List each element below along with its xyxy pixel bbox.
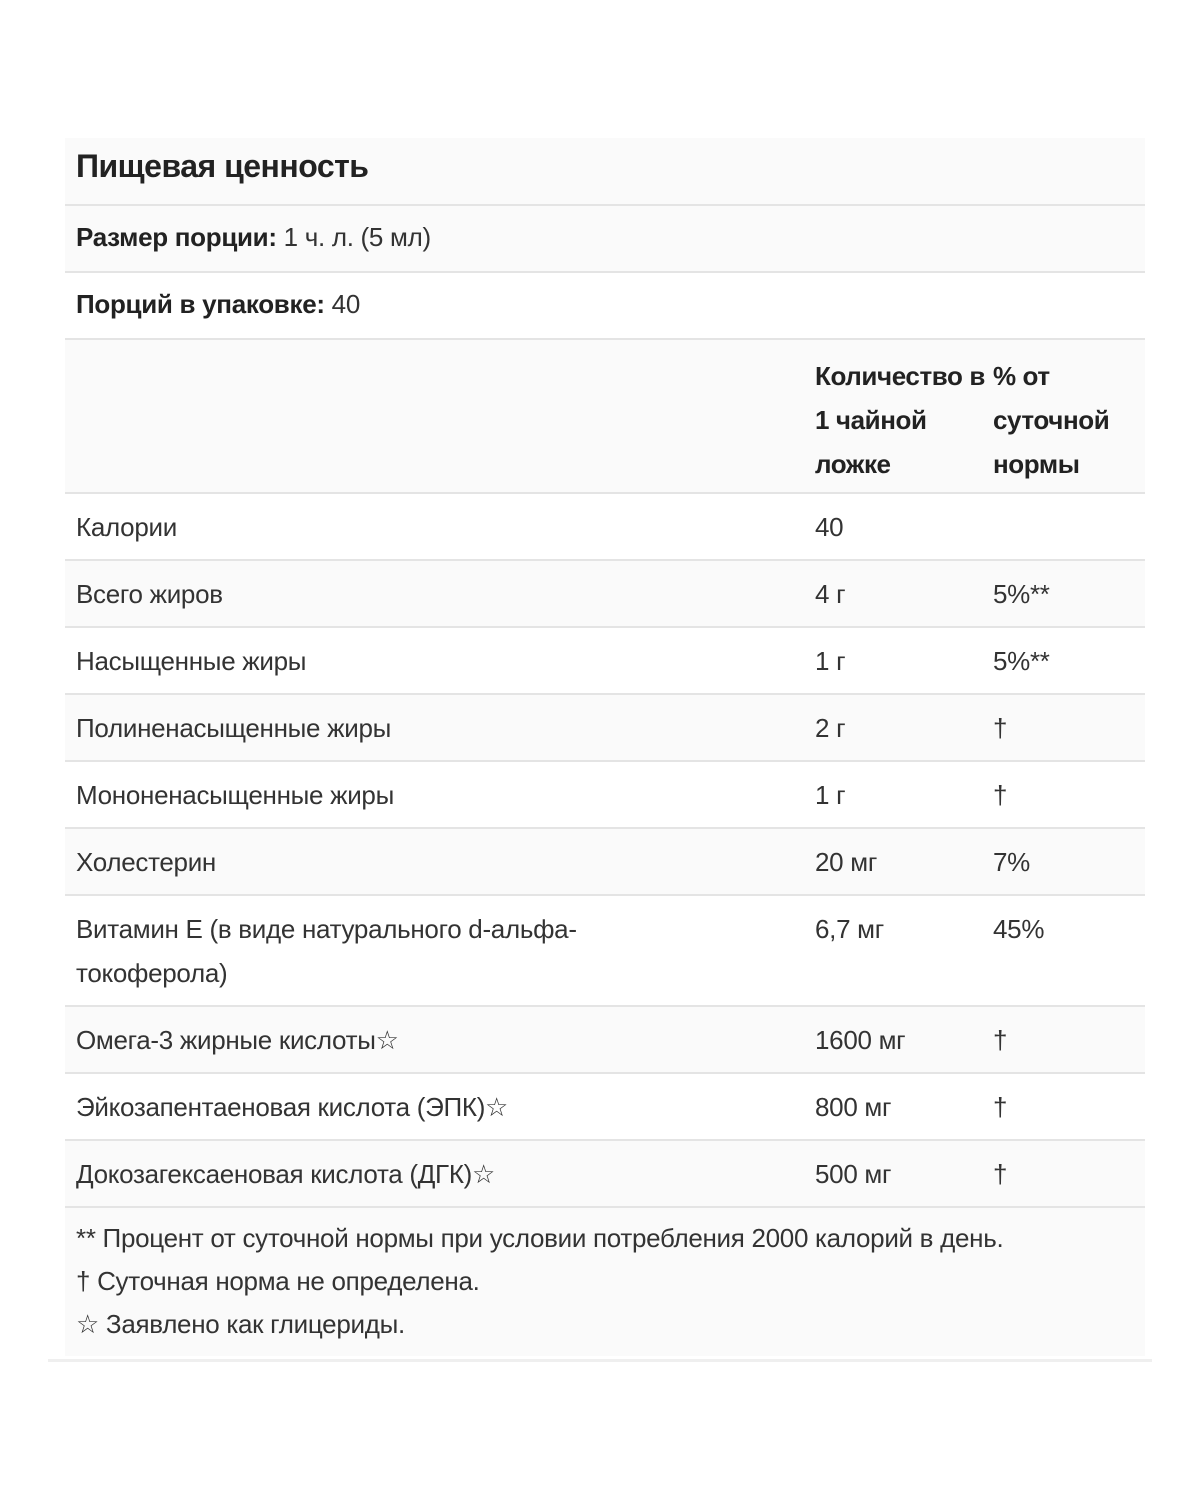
table-row bbox=[65, 695, 1145, 762]
nutrient-daily-value: 5%** bbox=[993, 579, 1050, 609]
footnote-not-established: † Суточная норма не определена. bbox=[76, 1266, 480, 1296]
nutrient-name: Эйкозапентаеновая кислота (ЭПК)☆ bbox=[76, 1092, 509, 1122]
nutrient-daily-value: 45% bbox=[993, 914, 1045, 944]
nutrient-name: Насыщенные жиры bbox=[76, 646, 307, 676]
table-row bbox=[65, 561, 1145, 628]
table-title: Пищевая ценность bbox=[76, 148, 369, 184]
column-header-row bbox=[65, 340, 1145, 494]
nutrient-daily-value: † bbox=[993, 713, 1008, 743]
footnote-glycerides: ☆ Заявлено как глицериды. bbox=[76, 1309, 405, 1339]
footnotes bbox=[65, 1208, 1145, 1356]
nutrient-daily-value: † bbox=[993, 1025, 1008, 1055]
nutrient-name: Калории bbox=[76, 512, 177, 542]
nutrient-amount: 1600 мг bbox=[815, 1025, 906, 1055]
nutrient-daily-value: 7% bbox=[993, 847, 1030, 877]
nutrient-amount: 1 г bbox=[815, 646, 846, 676]
daily-value-column-header: % от суточной нормы bbox=[993, 361, 1110, 479]
servings-per-package-row bbox=[65, 273, 1145, 340]
nutrient-amount: 6,7 мг bbox=[815, 914, 884, 944]
table-row bbox=[65, 1007, 1145, 1074]
table-row bbox=[65, 628, 1145, 695]
nutrient-daily-value: † bbox=[993, 1159, 1008, 1189]
serving-size-row bbox=[65, 206, 1145, 273]
nutrient-amount: 40 bbox=[815, 512, 844, 542]
table-row bbox=[65, 896, 1145, 1007]
nutrient-amount: 1 г bbox=[815, 780, 846, 810]
nutrient-name: Всего жиров bbox=[76, 579, 223, 609]
nutrient-name: Полиненасыщенные жиры bbox=[76, 713, 392, 743]
serving-size-label: Размер порции: bbox=[76, 222, 277, 252]
servings-per-package-value: 40 bbox=[324, 289, 360, 319]
nutrient-daily-value: 5%** bbox=[993, 646, 1050, 676]
nutrient-amount: 500 мг bbox=[815, 1159, 892, 1189]
footnote-daily-value: ** Процент от суточной нормы при условии потребления 2000 калорий в день. bbox=[76, 1223, 1004, 1253]
table-title-row bbox=[65, 138, 1145, 206]
nutrient-amount: 2 г bbox=[815, 713, 846, 743]
nutrient-amount: 20 мг bbox=[815, 847, 878, 877]
nutrient-daily-value: † bbox=[993, 1092, 1008, 1122]
nutrient-name: Докозагексаеновая кислота (ДГК)☆ bbox=[76, 1159, 496, 1189]
nutrient-name: Омега-3 жирные кислоты☆ bbox=[76, 1025, 399, 1055]
panel-bottom-edge bbox=[48, 1359, 1152, 1362]
table-row bbox=[65, 1074, 1145, 1141]
table-row bbox=[65, 762, 1145, 829]
nutrient-daily-value: † bbox=[993, 780, 1008, 810]
amount-column-header: Количество в 1 чайной ложке bbox=[815, 361, 985, 479]
table-row bbox=[65, 829, 1145, 896]
nutrient-name: Витамин Е (в виде натурального d-альфа-токоферола) bbox=[76, 914, 577, 988]
table-row bbox=[65, 494, 1145, 561]
servings-per-package-label: Порций в упаковке: bbox=[76, 289, 325, 319]
serving-size-value: 1 ч. л. (5 мл) bbox=[276, 222, 431, 252]
nutrient-amount: 800 мг bbox=[815, 1092, 892, 1122]
nutrient-amount: 4 г bbox=[815, 579, 846, 609]
nutrient-name: Холестерин bbox=[76, 847, 216, 877]
table-row bbox=[65, 1141, 1145, 1208]
nutrient-name: Мононенасыщенные жиры bbox=[76, 780, 394, 810]
nutrition-facts-table bbox=[65, 138, 1145, 1356]
